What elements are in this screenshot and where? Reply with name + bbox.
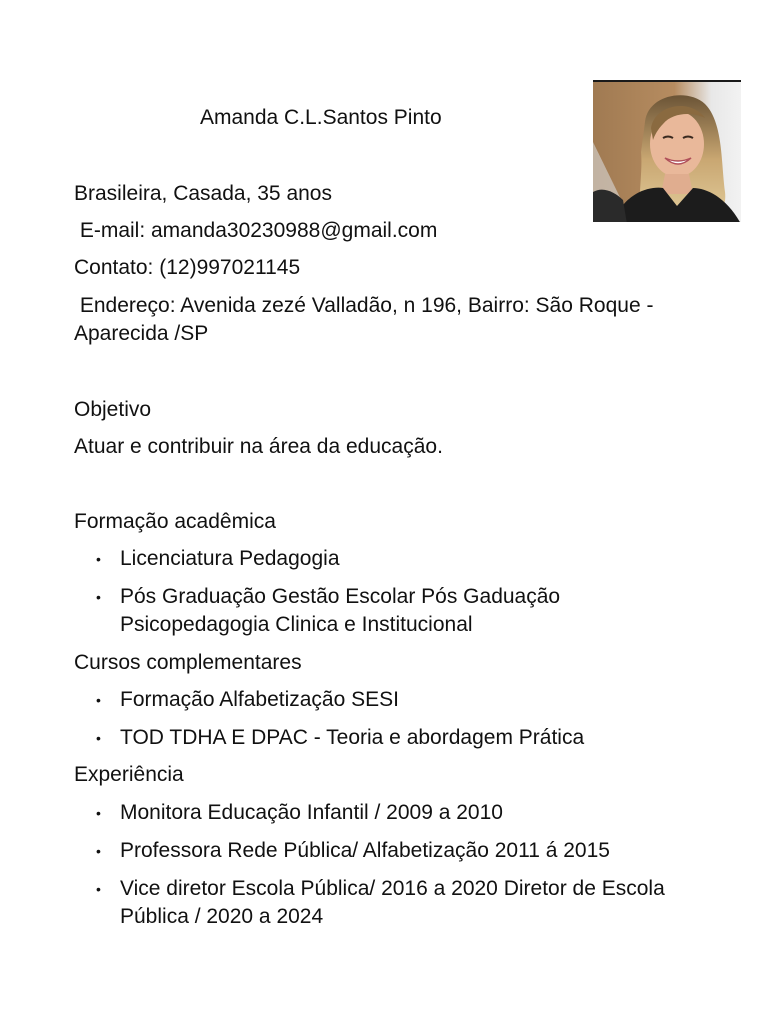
education-item-text: Pós Graduação Gestão Escolar Pós Gaduação Psicopedagogia Clinica e Institucional bbox=[120, 585, 561, 636]
profile-photo-image bbox=[593, 82, 741, 222]
list-item bbox=[74, 875, 680, 931]
education-list bbox=[74, 545, 680, 639]
experience-item-text: Professora Rede Pública/ Alfabetização 2011 á 2015 bbox=[120, 839, 610, 862]
list-item bbox=[74, 799, 680, 827]
list-item bbox=[74, 686, 680, 714]
contact-line: Contato: (12)997021145 bbox=[74, 256, 301, 279]
objective-heading: Objetivo bbox=[74, 398, 152, 421]
experience-list bbox=[74, 799, 680, 931]
bullet-glyph: • bbox=[96, 692, 101, 708]
list-item bbox=[74, 837, 680, 865]
courses-list bbox=[74, 686, 680, 752]
personal-profile: Brasileira, Casada, 35 anos bbox=[74, 182, 332, 205]
experience-item-text: Vice diretor Escola Pública/ 2016 a 2020 Diretor de Escola Pública / 2020 a 2024 bbox=[120, 877, 665, 928]
bullet-glyph: • bbox=[96, 843, 101, 859]
courses-heading: Cursos complementares bbox=[74, 651, 302, 674]
list-item bbox=[74, 583, 620, 639]
bullet-glyph: • bbox=[96, 589, 101, 605]
education-item-text: Licenciatura Pedagogia bbox=[120, 547, 340, 570]
bullet-glyph: • bbox=[96, 730, 101, 746]
bullet-glyph: • bbox=[96, 881, 101, 897]
experience-item-text: Monitora Educação Infantil / 2009 a 2010 bbox=[120, 801, 503, 824]
candidate-name: Amanda C.L.Santos Pinto bbox=[200, 106, 442, 129]
education-heading: Formação acadêmica bbox=[74, 510, 276, 533]
profile-photo bbox=[593, 80, 741, 222]
address-line: Endereço: Avenida zezé Valladão, n 196, Bairro: São Roque - Aparecida /SP bbox=[74, 294, 659, 345]
objective-text: Atuar e contribuir na área da educação. bbox=[74, 435, 443, 458]
email-line: E-mail: amanda30230988@gmail.com bbox=[74, 219, 438, 242]
bullet-glyph: • bbox=[96, 551, 101, 567]
list-item bbox=[74, 545, 680, 573]
course-item-text: TOD TDHA E DPAC - Teoria e abordagem Prática bbox=[120, 726, 585, 749]
list-item bbox=[74, 724, 680, 752]
course-item-text: Formação Alfabetização SESI bbox=[120, 688, 399, 711]
bullet-glyph: • bbox=[96, 805, 101, 821]
experience-heading: Experiência bbox=[74, 763, 184, 786]
